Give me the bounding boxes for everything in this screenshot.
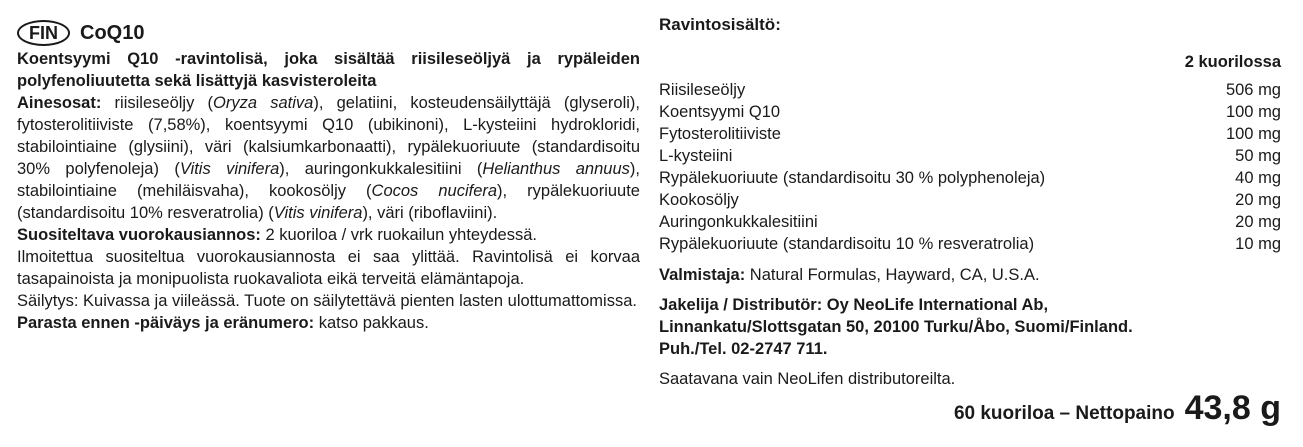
nutrition-heading: Ravintosisältö:	[659, 15, 781, 34]
nutrition-row	[659, 189, 1281, 211]
product-name: CoQ10	[80, 22, 145, 44]
ingredients-paragraph	[17, 92, 640, 224]
ingredients-latin-name: Cocos nucifera	[371, 182, 498, 200]
nutrient-value: 10 mg	[1235, 235, 1281, 253]
nutrient-value: 506 mg	[1225, 81, 1281, 99]
nutrient-value: 100 mg	[1225, 103, 1281, 121]
nutrition-column-header: 2 kuorilossa	[1184, 53, 1281, 71]
nutrient-name: Koentsyymi Q10	[659, 103, 781, 121]
best-before-label: Parasta ennen -päiväys ja eränumero:	[17, 314, 315, 332]
manufacturer-label: Valmistaja:	[659, 266, 746, 284]
nutrient-name: L-kysteiini	[659, 147, 733, 165]
ingredients-latin-name: Vitis vinifera	[179, 160, 280, 178]
nutrient-name: Rypälekuoriuute (standardisoitu 30 % polyphenoleja)	[659, 169, 1046, 187]
nutrition-table	[659, 79, 1281, 255]
nutrient-value: 20 mg	[1235, 191, 1281, 209]
ingredients-text: ), stabilointiaine (mehiläisvaha), kookosöljy (	[17, 160, 640, 200]
nutrient-name: Riisileseöljy	[659, 81, 746, 99]
ingredients-label: Ainesosat:	[17, 94, 102, 112]
best-before-text: katso pakkaus.	[314, 314, 429, 332]
distributor-phone: Puh./Tel. 02-2747 711.	[659, 340, 828, 358]
product-subtitle: Koentsyymi Q10 -ravintolisä, joka sisältää riisileseöljyä ja rypäleiden polyfenoliuutetta sekä lisättyjä kasvisteroleita	[17, 50, 640, 90]
label-left-column	[17, 18, 640, 334]
nutrient-value: 100 mg	[1225, 125, 1281, 143]
nutrient-name: Kookosöljy	[659, 191, 739, 209]
nutrient-name: Fytosterolitiiviste	[659, 125, 781, 143]
ingredients-latin-name: Oryza sativa	[213, 94, 314, 112]
dose-text: 2 kuoriloa / vrk ruokailun yhteydessä.	[260, 226, 537, 244]
nutrition-row	[659, 211, 1281, 233]
nutrient-value: 50 mg	[1235, 147, 1281, 165]
nutrition-row	[659, 123, 1281, 145]
nutrient-value: 40 mg	[1235, 169, 1281, 187]
ingredients-text: ), auringonkukkalesitiini (	[279, 160, 483, 178]
nutrient-name: Auringonkukkalesitiini	[659, 213, 818, 231]
distributor-line: Jakelija / Distributör: Oy NeoLife International Ab,	[659, 296, 1049, 314]
title-row	[17, 18, 640, 48]
availability-text: Saatavana vain NeoLifen distributoreilta.	[659, 370, 956, 388]
nutrient-value: 20 mg	[1235, 213, 1281, 231]
ingredients-text: ), gelatiini, kosteudensäilyttäjä (glyseroli), fytosterolitiiviste (7,58%), koentsyymi Q10 (ubikinoni), L-kysteiini hydrokloridi, stabilointiaine (glysiini), väri (kalsiumkarbonaatti), rypälekuoriuute (standardisoitu 30% polyfenoleja) (	[17, 94, 640, 178]
dose-label: Suositeltava vuorokausiannos:	[17, 226, 261, 244]
distributor-address: Linnankatu/Slottsgatan 50, 20100 Turku/Åbo, Suomi/Finland.	[659, 318, 1133, 336]
storage-text: Säilytys: Kuivassa ja viileässä. Tuote on säilytettävä pienten lasten ulottumattomissa.	[17, 292, 637, 310]
dose-paragraph	[17, 224, 640, 246]
package-count-label: 60 kuoriloa – Nettopaino	[953, 403, 1175, 424]
nutrition-row	[659, 145, 1281, 167]
language-badge: FIN	[17, 20, 70, 46]
ingredients-latin-name: Helianthus annuus	[482, 160, 630, 178]
warning-text: Ilmoitettua suositeltua vuorokausiannosta ei saa ylittää. Ravintolisä ei korvaa tasapainoista ja monipuolista ruokavaliota eikä terveitä elämäntapoja.	[17, 248, 640, 288]
net-weight-value: 43,8 g	[1184, 389, 1281, 427]
ingredients-latin-name: Vitis vinifera	[273, 204, 363, 222]
nutrient-name: Rypälekuoriuute (standardisoitu 10 % resveratrolia)	[659, 235, 1035, 253]
ingredients-text: ), väri (riboflaviini).	[362, 204, 498, 222]
nutrition-row	[659, 167, 1281, 189]
ingredients-text: ), rypälekuoriuute (standardisoitu 10% resveratrolia) (	[17, 182, 640, 222]
ingredients-text: riisileseöljy (	[101, 94, 214, 112]
label-right-column	[659, 14, 1281, 390]
nutrition-row	[659, 101, 1281, 123]
nutrition-row	[659, 79, 1281, 101]
manufacturer-text: Natural Formulas, Hayward, CA, U.S.A.	[745, 266, 1040, 284]
net-weight-footer	[954, 388, 1281, 428]
best-before-paragraph	[17, 312, 640, 334]
nutrition-row	[659, 233, 1281, 255]
manufacturer-paragraph	[659, 264, 1281, 286]
distributor-block	[659, 294, 1281, 360]
